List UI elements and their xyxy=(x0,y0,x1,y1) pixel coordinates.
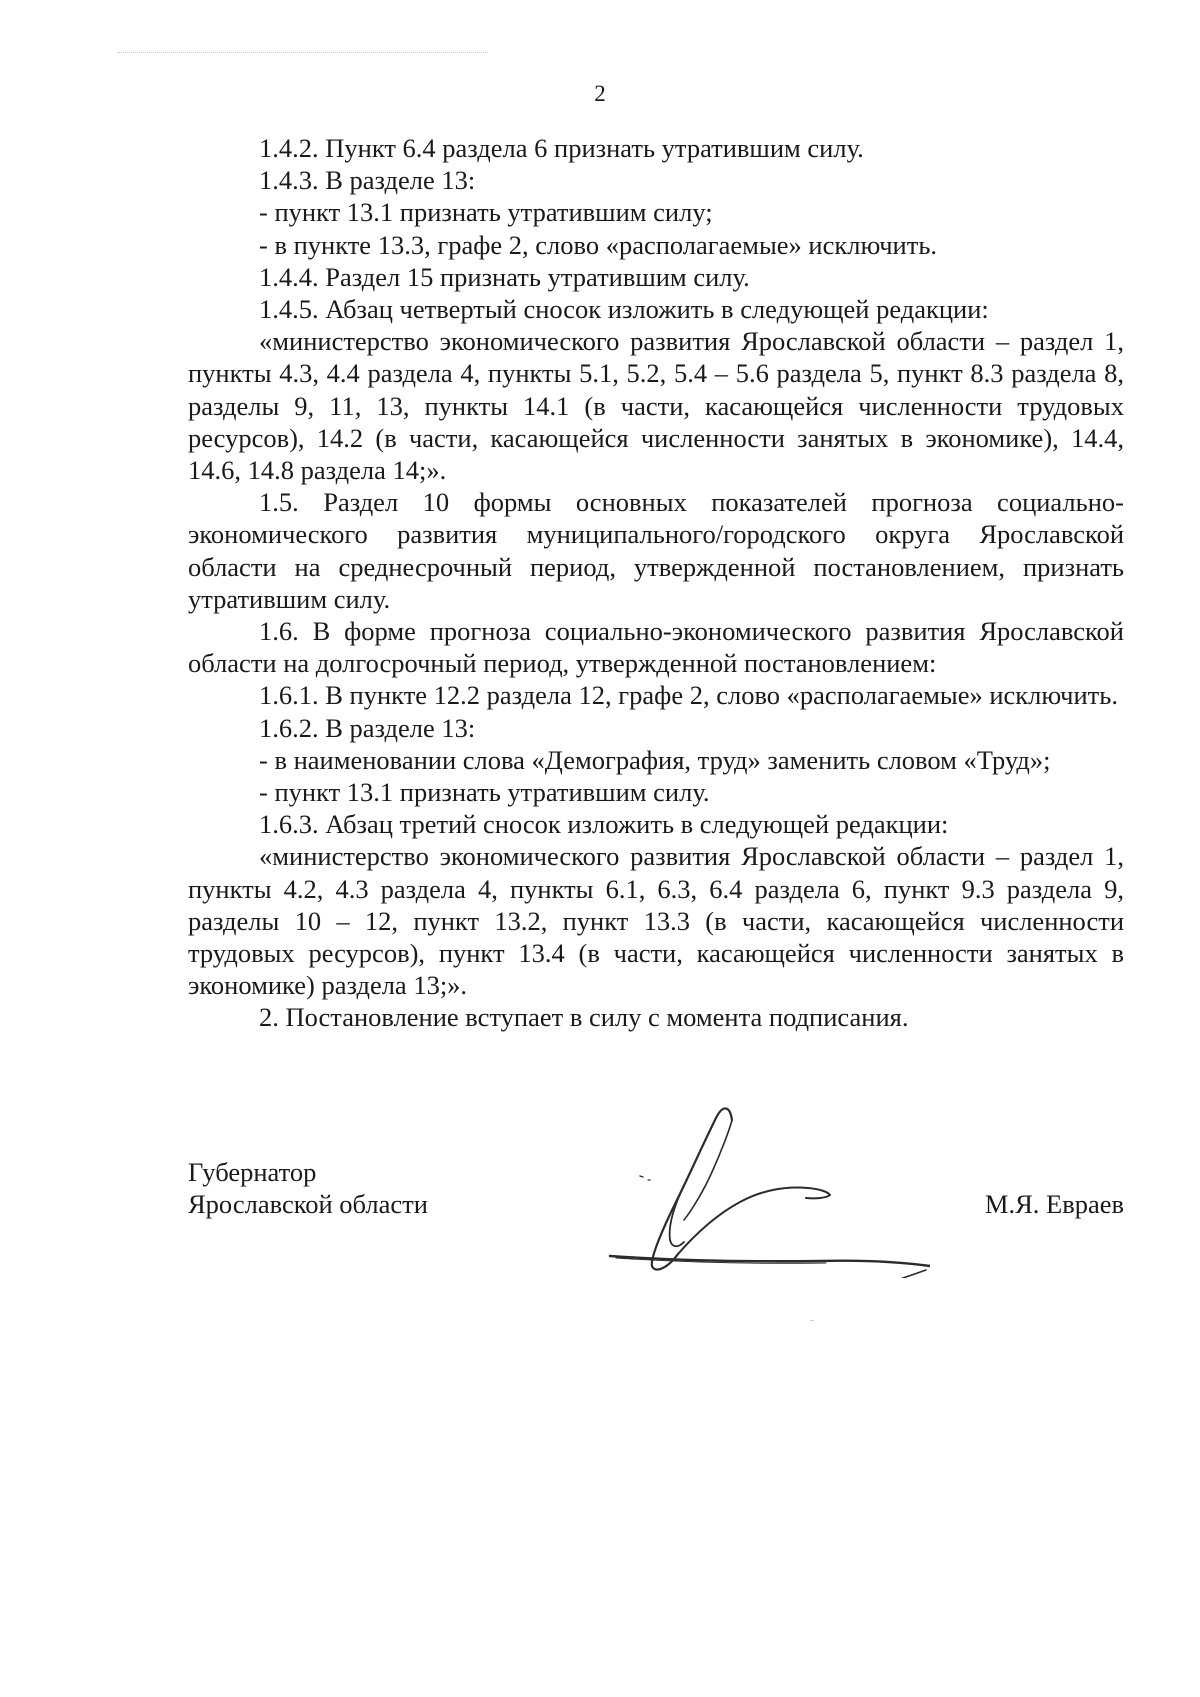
paragraph-1-4-4: 1.4.4. Раздел 15 признать утратившим силу. xyxy=(259,261,750,292)
signer-name: М.Я. Евраев xyxy=(984,1189,1124,1219)
paragraph-2: 2. Постановление вступает в силу с момента подписания. xyxy=(259,1002,909,1033)
signer-title-line-1: Губернатор xyxy=(188,1157,317,1187)
document-body xyxy=(188,132,1124,1034)
handwritten-signature-icon xyxy=(580,1098,930,1278)
paragraph-1-4-5: 1.4.5. Абзац четвертый сносок изложить в следующей редакции: xyxy=(259,294,989,325)
paragraph-1-6-3: 1.6.3. Абзац третий сносок изложить в следующей редакции: xyxy=(259,809,949,840)
page-number: 2 xyxy=(594,81,606,106)
paragraph-1-6: 1.6. В форме прогноза социально-экономического развития Ярославской области на долгосрочный период, утвержденной постановлением: xyxy=(188,616,1124,679)
paragraph-1-4-2: 1.4.2. Пункт 6.4 раздела 6 признать утратившим силу. xyxy=(259,133,864,163)
scan-artifact-dot xyxy=(810,1320,814,1321)
paragraph-1-6-2: 1.6.2. В разделе 13: xyxy=(259,712,476,743)
list-item: - в пункте 13.3, графе 2, слово «располагаемые» исключить. xyxy=(259,229,938,260)
signature-block xyxy=(188,1156,1124,1286)
quoted-footnote-text: «министерство экономического развития Ярославской области – раздел 1, пункты 4.3, 4.4 раздела 4, пункты 5.1, 5.2, 5.4 – 5.6 раздела 5, пункт 8.3 раздела 8, разделы 9, 11, 13, пункты 14.1 (в части, касающейся численности трудовых ресурсов), 14.2 (в части, касающейся численности занятых в экономике), 14.4, 14.6, 14.8 раздела 14;». xyxy=(188,326,1124,486)
list-item: - пункт 13.1 признать утратившим силу. xyxy=(259,777,710,808)
signer-title xyxy=(188,1156,428,1220)
paragraph-1-4-3: 1.4.3. В разделе 13: xyxy=(259,165,476,196)
paragraph-1-6-1: 1.6.1. В пункте 12.2 раздела 12, графе 2, слово «располагаемые» исключить. xyxy=(259,680,1118,711)
paragraph-1-5: 1.5. Раздел 10 формы основных показателей прогноза социально-экономического развития муниципального/городского округа Ярославской области на среднесрочный период, утвержденной постановлением, признать утратившим силу. xyxy=(188,487,1124,614)
signer-title-line-2: Ярославской области xyxy=(188,1189,428,1220)
scan-artifact-line xyxy=(118,52,488,53)
list-item: - пункт 13.1 признать утратившим силу; xyxy=(259,197,713,228)
list-item: - в наименовании слова «Демография, труд» заменить словом «Труд»; xyxy=(259,744,1051,775)
quoted-footnote-text: «министерство экономического развития Ярославской области – раздел 1, пункты 4.2, 4.3 раздела 4, пункты 6.1, 6.3, 6.4 раздела 6, пункт 9.3 раздела 9, разделы 10 – 12, пункт 13.2, пункт 13.3 (в части, касающейся численности трудовых ресурсов), пункт 13.4 (в части, касающейся численности занятых в экономике) раздела 13;». xyxy=(188,841,1124,1001)
